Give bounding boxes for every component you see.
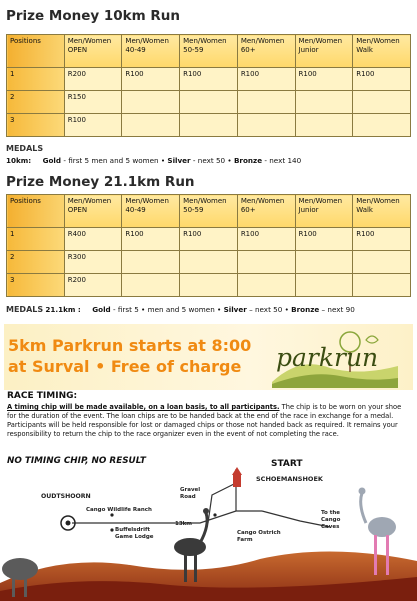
table-cell: R100 <box>122 68 180 91</box>
silver-label: Silver <box>167 156 191 165</box>
table-cell <box>295 251 353 274</box>
table-cell: R400 <box>64 228 122 251</box>
header-cell: Men/Women Junior <box>295 35 353 68</box>
medals-10km: 10km: Gold - first 5 men and 5 women • Silver - next 50 • Bronze - next 140 <box>6 156 302 165</box>
header-cell: Men/Women Walk <box>353 35 411 68</box>
prize-10km-table <box>6 34 411 137</box>
table-cell <box>122 91 180 114</box>
gold-label: Gold <box>42 156 62 165</box>
oudtshoorn-label: OUDTSHOORN <box>41 493 91 500</box>
ostrich-farm-label: Cango Ostrich Farm <box>237 530 281 543</box>
parkrun-banner <box>4 324 413 390</box>
table-cell <box>122 251 180 274</box>
table-cell: R100 <box>237 228 295 251</box>
table-cell: R100 <box>237 68 295 91</box>
parkrun-logo-text: parkrun <box>276 343 379 372</box>
header-cell: Men/Women 50-59 <box>180 195 238 228</box>
race-timing-text: A timing chip will be made available, on a loan basis, to all participants. The chip is to be worn on your shoe for the duration of the event. The loan chips are to be handed back at the end of the race in exchange for a medal. Participants will be held responsible for lost or damaged chips or those not handed back as required. It remains your responsibility to return the chip to the race organizer even in the event of not completing the race. <box>7 403 402 438</box>
table-row <box>7 114 411 137</box>
wildlife-ranch-label: Cango Wildlife Ranch <box>86 507 152 513</box>
table-cell <box>180 251 238 274</box>
table-header-row <box>7 35 411 68</box>
table-cell: 3 <box>7 274 65 297</box>
table-cell <box>295 274 353 297</box>
table-cell: R200 <box>64 274 122 297</box>
bronze-label: Bronze <box>291 305 320 314</box>
header-cell: Men/Women 60+ <box>237 35 295 68</box>
table-cell <box>353 251 411 274</box>
header-cell: Men/Women Walk <box>353 195 411 228</box>
parkrun-line-1: 5km Parkrun starts at 8:00 <box>8 336 252 355</box>
table-cell <box>180 91 238 114</box>
schoemanshoek-label: SCHOEMANSHOEK <box>256 475 323 483</box>
medals-label: 21.1km : <box>45 305 81 314</box>
header-cell: Men/Women OPEN <box>64 195 122 228</box>
silver-label: Silver <box>223 305 247 314</box>
table-cell: R100 <box>64 114 122 137</box>
parkrun-logo <box>270 326 400 388</box>
table-row <box>7 68 411 91</box>
table-cell: R200 <box>64 68 122 91</box>
table-row <box>7 91 411 114</box>
table-cell <box>122 114 180 137</box>
start-label: START <box>271 459 303 469</box>
table-cell <box>353 274 411 297</box>
table-cell: 2 <box>7 251 65 274</box>
prize-21km-table <box>6 194 411 297</box>
table-cell: R100 <box>180 68 238 91</box>
table-cell <box>180 274 238 297</box>
table-cell: R100 <box>295 68 353 91</box>
table-row <box>7 251 411 274</box>
table-cell <box>295 91 353 114</box>
header-cell: Men/Women OPEN <box>64 35 122 68</box>
medals-21km: MEDALS 21.1km : Gold - first 5 • men and 5 women • Silver – next 50 • Bronze – next 90 <box>6 305 355 314</box>
bronze-label: Bronze <box>233 156 263 165</box>
table-cell <box>237 274 295 297</box>
table-cell <box>237 114 295 137</box>
table-row <box>7 274 411 297</box>
medals-label: 10km: <box>6 156 32 165</box>
gold-label: Gold <box>92 305 111 314</box>
prize-10km-title: Prize Money 10km Run <box>6 8 181 24</box>
table-cell: R100 <box>180 228 238 251</box>
header-cell: Men/Women 40-49 <box>122 195 180 228</box>
table-cell <box>295 114 353 137</box>
table-cell: R100 <box>353 228 411 251</box>
medals-title-10km: MEDALS <box>6 144 44 153</box>
table-cell: R100 <box>295 228 353 251</box>
table-cell: R300 <box>64 251 122 274</box>
table-cell <box>353 91 411 114</box>
cango-caves-label: To the Cango Caves <box>321 510 341 530</box>
table-header-row <box>7 195 411 228</box>
table-cell: 1 <box>7 228 65 251</box>
table-cell: 2 <box>7 91 65 114</box>
table-cell: R100 <box>353 68 411 91</box>
header-cell: Positions <box>7 195 65 228</box>
table-row <box>7 228 411 251</box>
table-cell <box>353 114 411 137</box>
gravel-road-label: Gravel Road <box>180 487 201 500</box>
no-timing-chip-notice: NO TIMING CHIP, NO RESULT <box>7 456 146 466</box>
table-cell: 1 <box>7 68 65 91</box>
start-marker <box>232 467 242 487</box>
header-cell: Men/Women 60+ <box>237 195 295 228</box>
table-cell <box>237 91 295 114</box>
table-cell: R100 <box>122 228 180 251</box>
table-cell: 3 <box>7 114 65 137</box>
header-cell: Men/Women Junior <box>295 195 353 228</box>
parkrun-line-2: at Surval • Free of charge <box>8 357 242 376</box>
header-cell: Men/Women 50-59 <box>180 35 238 68</box>
header-cell: Men/Women 40-49 <box>122 35 180 68</box>
header-cell: Positions <box>7 35 65 68</box>
buffelsdrift-label: Buffelsdrift Game Lodge <box>115 527 154 540</box>
table-cell: R150 <box>64 91 122 114</box>
table-cell <box>122 274 180 297</box>
table-cell <box>180 114 238 137</box>
table-cell <box>237 251 295 274</box>
distance-label: 13km <box>175 521 193 527</box>
prize-21km-title: Prize Money 21.1km Run <box>6 174 195 190</box>
race-timing-heading: RACE TIMING: <box>7 391 78 401</box>
route-map <box>0 465 417 601</box>
medals-title-21km: MEDALS <box>6 305 44 314</box>
